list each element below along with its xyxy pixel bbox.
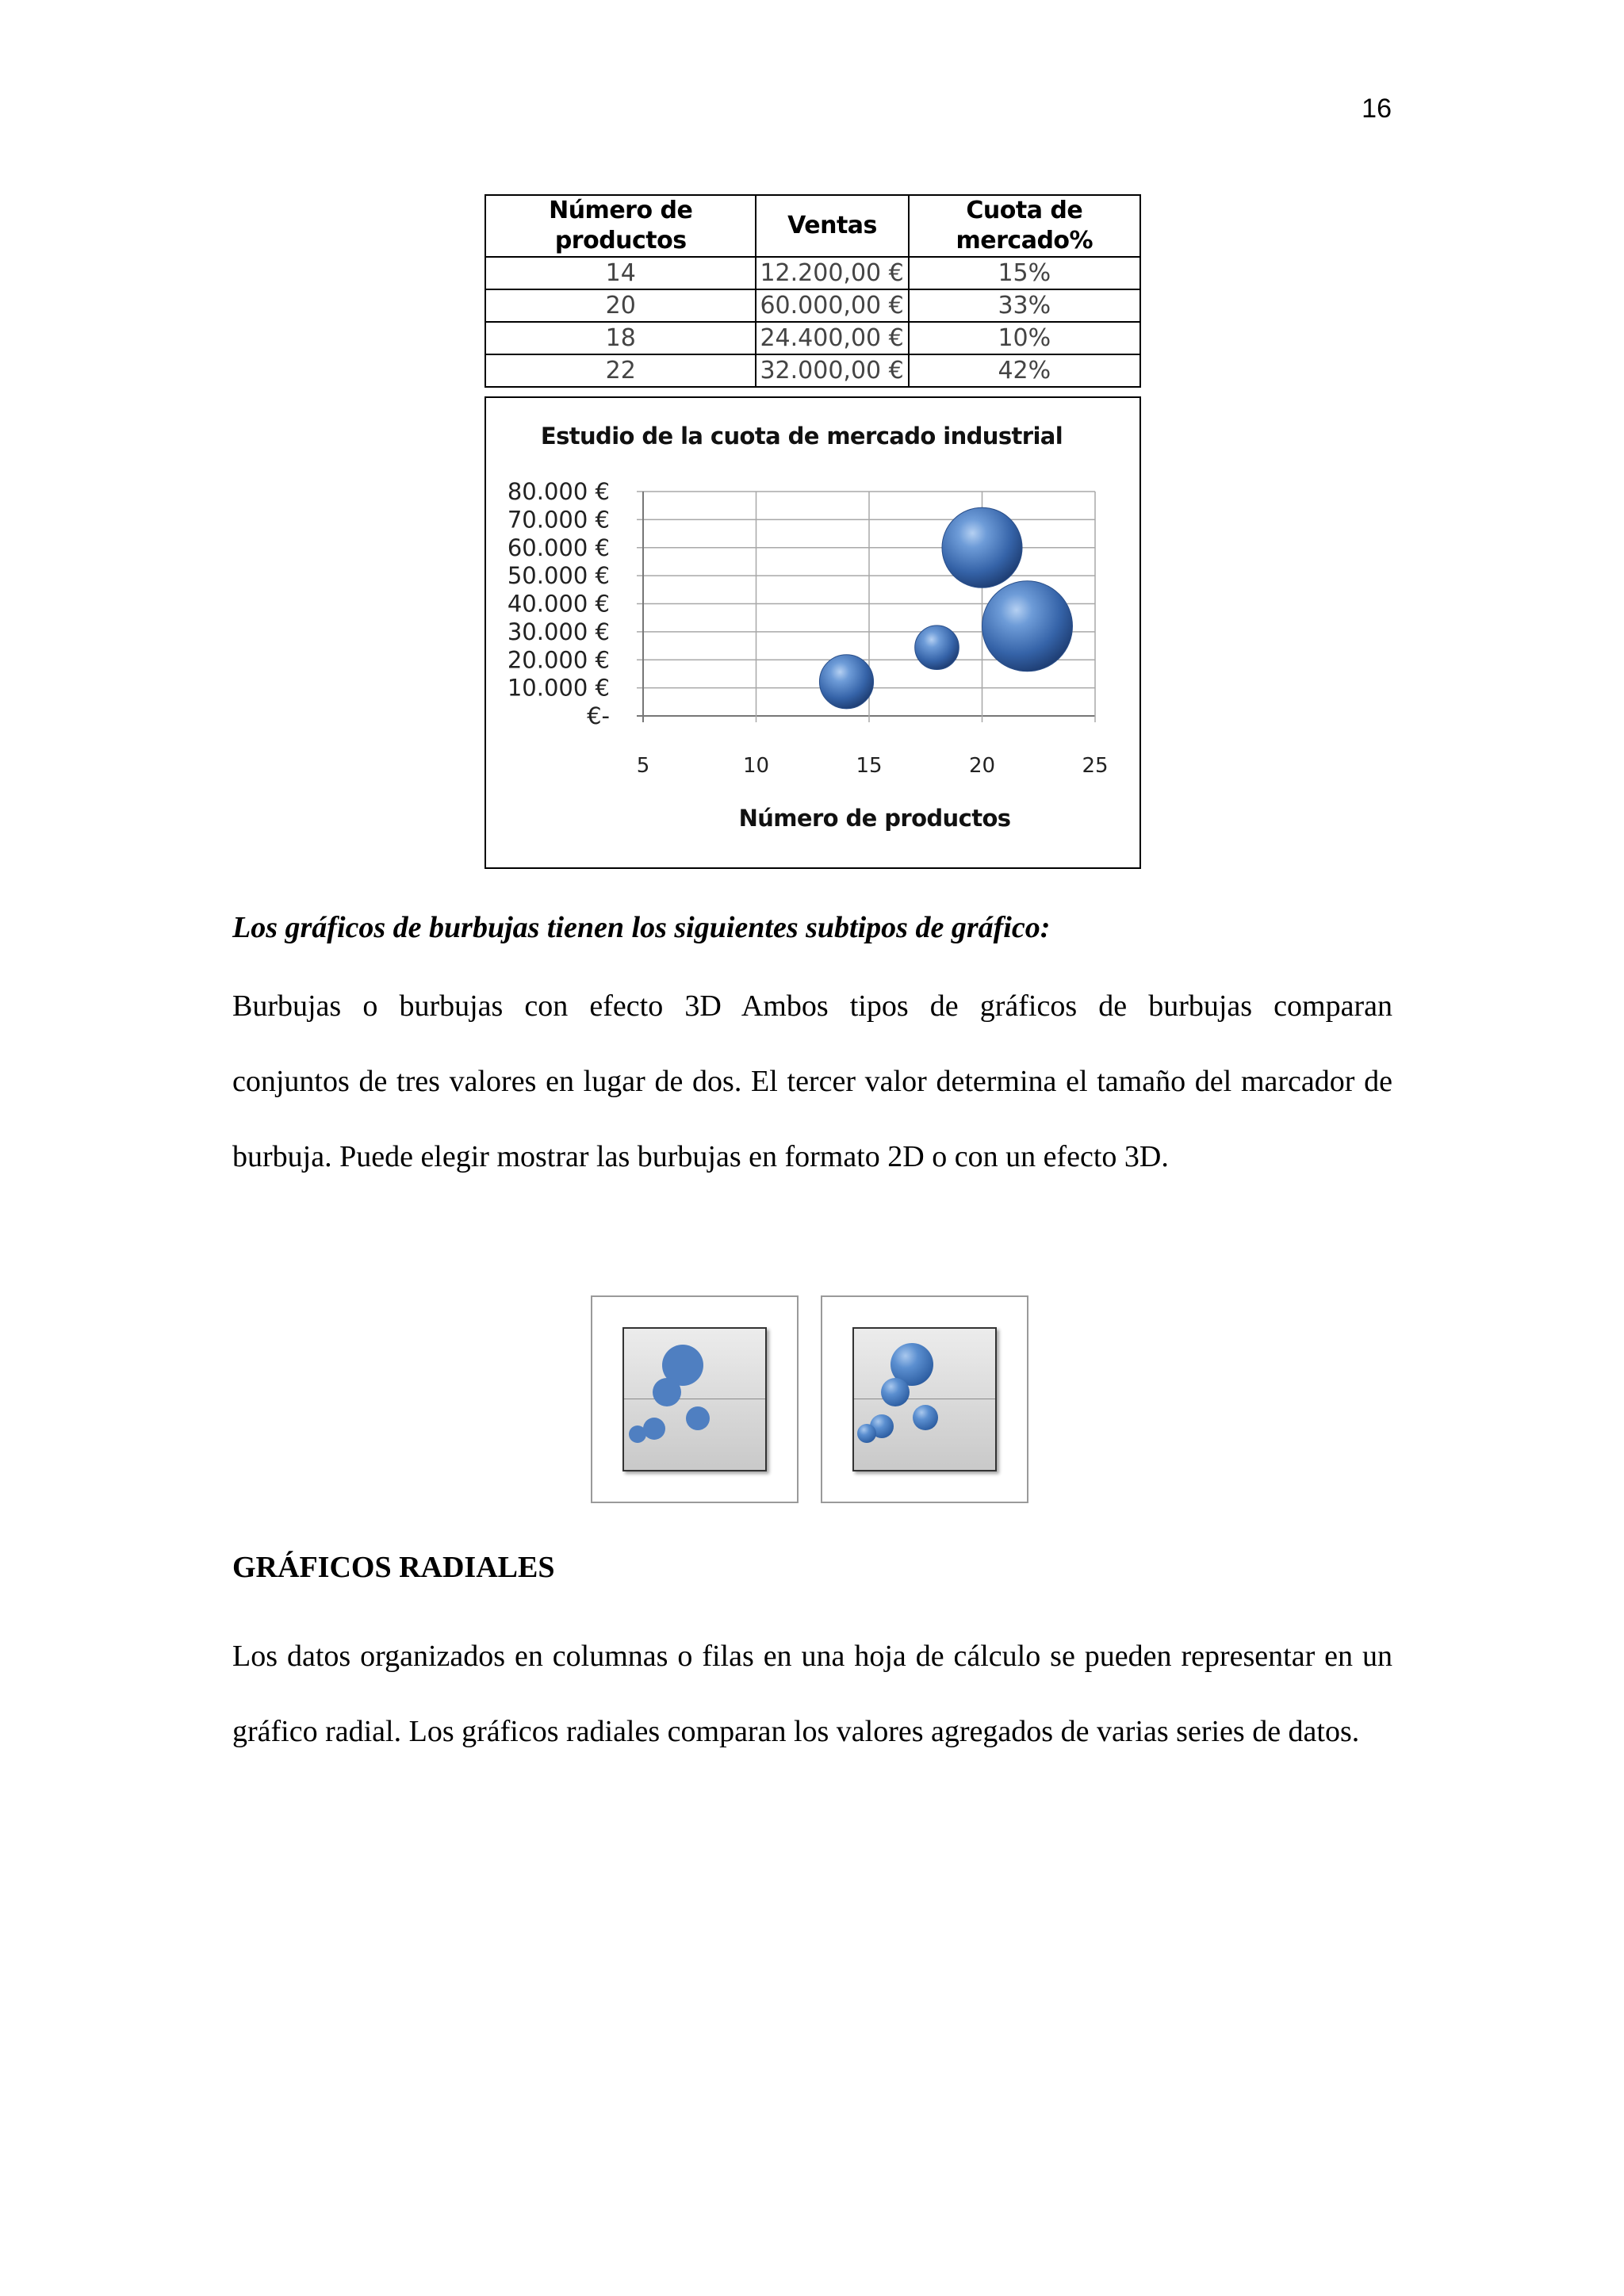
bubble-paragraph-rest: conjuntos de tres valores en lugar de dos. El tercer valor determina el tamaño del marcador de burbuja. Puede elegir mostrar las burbujas en formato 2D o con un efecto 3D.	[232, 1065, 1392, 1173]
bubble-3d-thumbnail-plot	[852, 1327, 997, 1471]
table-cell: 14	[485, 257, 756, 289]
table-cell: 18	[485, 322, 756, 354]
bubble-point	[942, 507, 1022, 587]
x-tick-label: 15	[856, 754, 883, 778]
bubble-dot	[653, 1378, 681, 1406]
y-tick-label: 50.000 €	[507, 562, 610, 590]
data-table	[485, 194, 1141, 388]
table-cell: 60.000,00 €	[756, 289, 908, 322]
bubble-dot	[913, 1405, 938, 1430]
table-cell: 15%	[909, 257, 1140, 289]
table-cell: 22	[485, 354, 756, 387]
bubble-point	[982, 581, 1073, 672]
y-tick-label: 10.000 €	[507, 674, 610, 702]
bubble-dot	[686, 1406, 710, 1430]
bubble-chart-svg	[486, 398, 1139, 867]
page-number: 16	[1362, 94, 1392, 124]
x-tick-label: 5	[636, 754, 650, 778]
table-row	[485, 354, 1140, 387]
radial-charts-paragraph: Los datos organizados en columnas o filas en una hoja de cálculo se pueden representar en un gráfico radial. Los gráficos radiales comparan los valores agregados de varias series de datos.	[232, 1640, 1392, 1748]
radial-charts-heading: GRÁFICOS RADIALES	[232, 1551, 555, 1584]
x-axis-label: Número de productos	[738, 805, 1011, 832]
table-cell: 10%	[909, 322, 1140, 354]
chart-title: Estudio de la cuota de mercado industrial	[540, 423, 1063, 450]
bubble-paragraph-line1	[232, 969, 1392, 1044]
table-cell: 24.400,00 €	[756, 322, 908, 354]
bubble-dot	[857, 1424, 876, 1443]
table-header-cell: Número de productos	[485, 195, 756, 257]
table-row	[485, 322, 1140, 354]
bubble-point	[819, 655, 873, 709]
x-tick-label: 10	[742, 754, 770, 778]
y-tick-label: 70.000 €	[507, 506, 610, 534]
table-row	[485, 257, 1140, 289]
bubble-point	[915, 626, 959, 670]
table-header-cell: Cuota de mercado%	[909, 195, 1140, 257]
table-header-cell: Ventas	[756, 195, 908, 257]
table-cell: 33%	[909, 289, 1140, 322]
y-tick-label: 40.000 €	[507, 590, 610, 618]
bubble-2d-thumbnail	[591, 1295, 799, 1503]
bubble-paragraph-left: Burbujas o burbujas con efecto 3D	[232, 989, 722, 1023]
bubble-chart	[485, 396, 1141, 869]
bubble-3d-thumbnail	[821, 1295, 1028, 1503]
y-tick-label: 60.000 €	[507, 534, 610, 561]
bubble-subtypes-subtitle: Los gráficos de burbujas tienen los siguientes subtipos de gráfico:	[232, 911, 1051, 944]
bubble-dot	[643, 1418, 665, 1440]
y-tick-label: 80.000 €	[507, 478, 610, 505]
x-tick-label: 20	[968, 754, 996, 778]
table-row	[485, 289, 1140, 322]
table-cell: 32.000,00 €	[756, 354, 908, 387]
y-tick-label: 30.000 €	[507, 618, 610, 645]
y-tick-label: 20.000 €	[507, 646, 610, 674]
table-cell: 12.200,00 €	[756, 257, 908, 289]
bubble-dot	[629, 1425, 646, 1443]
bubble-dot	[881, 1378, 910, 1406]
y-tick-label: €-	[587, 702, 610, 729]
table-cell: 20	[485, 289, 756, 322]
table-cell: 42%	[909, 354, 1140, 387]
x-tick-label: 25	[1082, 754, 1109, 778]
table-header-row	[485, 195, 1140, 257]
bubble-2d-thumbnail-plot	[622, 1327, 767, 1471]
bubble-paragraph-right: Ambos tipos de gráficos de burbujas comparan	[741, 989, 1392, 1023]
